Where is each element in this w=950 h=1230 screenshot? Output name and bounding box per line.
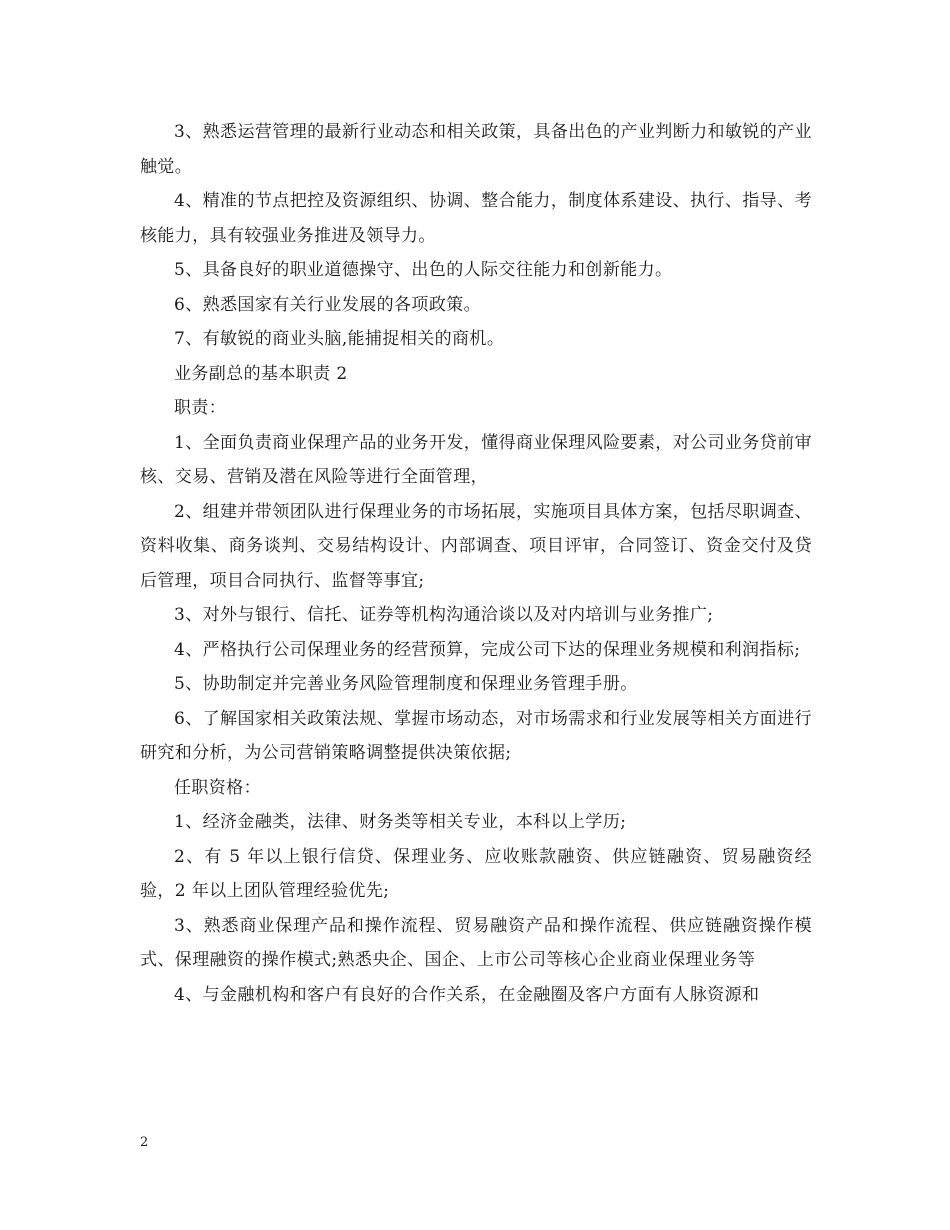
section-heading: 业务副总的基本职责 2 [174, 363, 348, 384]
paragraph: 3、熟悉商业保理产品和操作流程、贸易融资产品和操作流程、供应链融资操作模式、保理融资的操作模式;熟悉央企、国企、上市公司等核心企业商业保理业务等 [140, 915, 812, 970]
paragraph: 2、组建并带领团队进行保理业务的市场拓展，实施项目具体方案，包括尽职调查、资料收集、商务谈判、交易结构设计、内部调查、项目评审，合同签订、资金交付及贷后管理，项目合同执行、监督等事宜; [140, 501, 812, 591]
paragraph: 2、有 5 年以上银行信贷、保理业务、应收账款融资、供应链融资、贸易融资经验，2 年以上团队管理经验优先; [140, 846, 812, 901]
paragraph: 7、有敏锐的商业头脑,能捕捉相关的商机。 [174, 329, 505, 349]
paragraph: 1、经济金融类，法律、财务类等相关专业，本科以上学历; [174, 812, 627, 832]
page-number: 2 [140, 1135, 149, 1150]
paragraph: 4、严格执行公司保理业务的经营预算，完成公司下达的保理业务规模和利润指标; [174, 639, 801, 660]
subheading-qualifications: 任职资格： [174, 777, 261, 798]
paragraph: 1、全面负责商业保理产品的业务开发，懂得商业保理风险要素，对公司业务贷前审核、交易、营销及潜在风险等进行全面管理， [140, 432, 812, 487]
paragraph: 3、熟悉运营管理的最新行业动态和相关政策，具备出色的产业判断力和敏锐的产业触觉。 [140, 122, 812, 177]
paragraph: 6、熟悉国家有关行业发展的各项政策。 [174, 294, 482, 315]
document-body [140, 115, 812, 1012]
paragraph: 6、了解国家相关政策法规、掌握市场动态，对市场需求和行业发展等相关方面进行研究和分析，为公司营销策略调整提供决策依据; [140, 708, 812, 763]
paragraph: 5、协助制定并完善业务风险管理制度和保理业务管理手册。 [174, 674, 638, 694]
subheading-duties: 职责： [174, 398, 227, 418]
paragraph: 4、精准的节点把控及资源组织、协调、整合能力，制度体系建设、执行、指导、考核能力，具有较强业务推进及领导力。 [140, 191, 812, 246]
paragraph: 3、对外与银行、信托、证券等机构沟通洽谈以及对内培训与业务推广; [174, 605, 714, 625]
paragraph: 4、与金融机构和客户有良好的合作关系，在金融圈及客户方面有人脉资源和 [174, 984, 760, 1005]
paragraph: 5、具备良好的职业道德操守、出色的人际交往能力和创新能力。 [174, 260, 673, 280]
